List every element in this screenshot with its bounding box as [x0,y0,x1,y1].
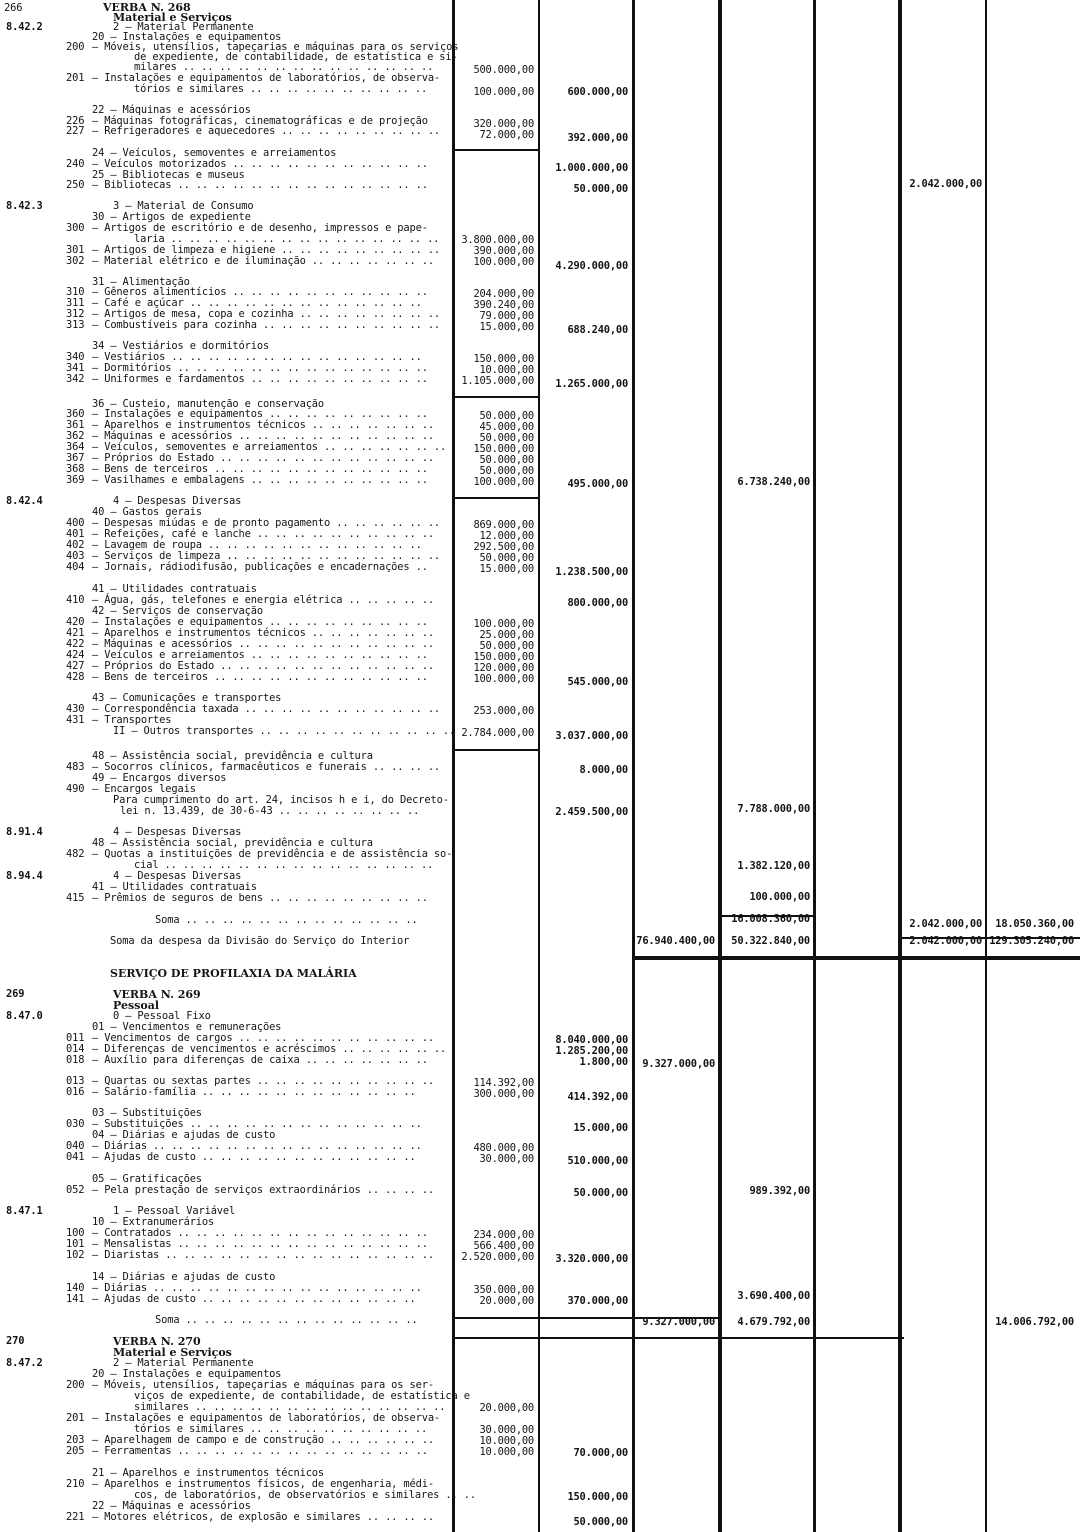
line-text: de expediente, de contabilidade, de estatística e si- [134,51,458,63]
line-text: viços de expediente, de contabilidade, de estatística e [134,1390,470,1402]
line-text: 2 — Material Permanente [113,1357,254,1369]
line-text: — Veículos motorizados .. .. .. .. .. .. .. .. .. .. .. [92,158,428,170]
line-text: — Gêneros alimentícios .. .. .. .. .. .. .. .. .. .. .. [92,286,428,298]
section-heading: VERBA N. 270 [113,1335,201,1348]
line-text: — Diárias .. .. .. .. .. .. .. .. .. .. .. .. .. .. .. [92,1140,422,1152]
line-text: — Transportes [92,714,172,726]
line-text: — Próprios do Estado .. .. .. .. .. .. .. .. .. .. .. .. [92,660,434,672]
amount-value: 390.000,00 [473,245,534,257]
item-code: 427 [66,660,85,672]
amount-value: 3.320.000,00 [555,1253,628,1265]
line-text: 42 — Serviços de conservação [92,605,263,617]
amount-value: 50.000,00 [573,183,628,195]
line-text: — Artigos de mesa, copa e cozinha .. .. .. .. .. .. .. .. [92,308,441,320]
line-text: — Água, gás, telefones e energia elétrica .. .. .. .. .. [92,594,434,606]
item-code: 140 [66,1282,85,1294]
section-heading: Material e Serviços [113,11,232,24]
item-code: 250 [66,179,85,191]
subtotal-rule [454,396,540,398]
amount-value: 7.788.000,00 [737,803,810,815]
item-code: 404 [66,561,85,573]
item-code: 101 [66,1238,85,1250]
line-text: 22 — Máquinas e acessórios [92,104,251,116]
section-heading: SERVIÇO DE PROFILAXIA DA MALÁRIA [110,967,357,980]
line-text: tórios e similares .. .. .. .. .. .. .. .. .. .. [134,83,428,95]
item-code: 367 [66,452,85,464]
line-text: — Uniformes e fardamentos .. .. .. .. .. .. .. .. .. .. [92,373,428,385]
item-code: 016 [66,1086,85,1098]
amount-value: 129.305.240,00 [989,935,1074,947]
item-code: 483 [66,761,85,773]
line-text: lei n. 13.439, de 30-6-43 .. .. .. .. .. .. .. .. [120,805,420,817]
amount-value: 480.000,00 [473,1142,534,1154]
line-text: — Artigos de escritório e de desenho, impressos e pape- [92,222,428,234]
item-code: 100 [66,1227,85,1239]
item-code: 201 [66,1412,85,1424]
item-code: 301 [66,244,85,256]
amount-value: 20.000,00 [479,1295,534,1307]
column-rule [898,0,902,1532]
amount-value: 414.392,00 [567,1091,628,1103]
item-code: 203 [66,1434,85,1446]
amount-value: 45.000,00 [479,421,534,433]
line-text: — Lavagem de roupa .. .. .. .. .. .. .. .. .. .. .. .. [92,539,422,551]
line-text: — Móveis, utensílios, tapeçarias e máquinas para os serviços [92,41,459,53]
line-text: — Veículos, semoventes e arreiamentos .. .. .. .. .. .. .. [92,441,447,453]
line-text: 20 — Instalações e equipamentos [92,31,282,43]
line-text: 49 — Encargos diversos [92,772,227,784]
amount-value: 150.000,00 [567,1491,628,1503]
line-text: — Despesas miúdas e de pronto pagamento .. .. .. .. .. .. [92,517,441,529]
section-heading: VERBA N. 268 [103,1,191,14]
amount-value: 10.000,00 [479,364,534,376]
line-text: — Salário-família .. .. .. .. .. .. .. .. .. .. .. .. [92,1086,416,1098]
line-text: — Encargos legais [92,783,196,795]
line-text: 24 — Veículos, semoventes e arreiamentos [92,147,337,159]
line-text: 20 — Instalações e equipamentos [92,1368,282,1380]
line-text: — Máquinas fotográficas, cinematográficas e de projeção [92,115,428,127]
item-code: 201 [66,72,85,84]
amount-value: 1.285.200,00 [555,1045,628,1057]
amount-value: 10.000,00 [479,1446,534,1458]
amount-value: 16.008.360,00 [731,913,810,925]
amount-value: 600.000,00 [567,86,628,98]
line-text: — Máquinas e acessórios .. .. .. .. .. .. .. .. .. .. .. [92,430,434,442]
line-text: — Quotas a instituições de previdência e de assistência so- [92,848,453,860]
line-text: 30 — Artigos de expediente [92,211,251,223]
item-code: 011 [66,1032,85,1044]
item-code: 240 [66,158,85,170]
section-heading: Pessoal [113,999,160,1012]
amount-value: 566.400,00 [473,1240,534,1252]
line-text: — Dormitórios .. .. .. .. .. .. .. .. .. .. .. .. .. .. [92,362,428,374]
amount-value: 869.000,00 [473,519,534,531]
amount-value: 3.037.000,00 [555,730,628,742]
line-text: 4 — Despesas Diversas [113,870,242,882]
margin-code: 8.47.2 [6,1357,43,1369]
amount-value: 18.050.360,00 [995,918,1074,930]
line-text: — Veículos e arreiamentos .. .. .. .. .. .. .. .. .. .. [92,649,428,661]
page-number: 266 [4,2,23,14]
line-text: — Serviços de limpeza .. .. .. .. .. .. .. .. .. .. .. .. [92,550,441,562]
amount-value: 15.000,00 [479,563,534,575]
line-text: — Aparelhos e instrumentos técnicos .. .. .. .. .. .. .. [92,419,434,431]
amount-value: 350.000,00 [473,1284,534,1296]
line-text: — Pela prestação de serviços extraordinários .. .. .. .. [92,1184,434,1196]
line-text: — Vencimentos de cargos .. .. .. .. .. .. .. .. .. .. .. [92,1032,434,1044]
line-text: — Instalações e equipamentos de laboratórios, de observa- [92,1412,441,1424]
item-code: 300 [66,222,85,234]
line-text: — Quartas ou sextas partes .. .. .. .. .. .. .. .. .. .. [92,1075,434,1087]
line-text: — Correspondência taxada .. .. .. .. .. .. .. .. .. .. .. [92,703,441,715]
line-text: milares .. .. .. .. .. .. .. .. .. .. .. .. .. .. [134,61,434,73]
item-code: 227 [66,125,85,137]
line-text: 48 — Assistência social, previdência e cultura [92,750,373,762]
amount-value: 50.000,00 [479,552,534,564]
amount-value: 989.392,00 [749,1185,810,1197]
amount-value: 50.322.840,00 [731,935,810,947]
line-text: — Diferenças de vencimentos e acréscimos .. .. .. .. .. .. [92,1043,447,1055]
amount-value: 1.800,00 [579,1056,628,1068]
line-text: II — Outros transportes .. .. .. .. .. .. .. .. .. .. .. [113,725,455,737]
line-text: 10 — Extranumerários [92,1216,215,1228]
amount-value: 9.327.000,00 [642,1316,715,1328]
line-text: 14 — Diárias e ajudas de custo [92,1271,276,1283]
amount-value: 150.000,00 [473,443,534,455]
line-text: — Diárias .. .. .. .. .. .. .. .. .. .. .. .. .. .. .. [92,1282,422,1294]
item-code: 312 [66,308,85,320]
item-code: 302 [66,255,85,267]
line-text: 40 — Gastos gerais [92,506,202,518]
amount-value: 20.000,00 [479,1402,534,1414]
item-code: 313 [66,319,85,331]
line-text: — Refeições, café e lanche .. .. .. .. .. .. .. .. .. .. [92,528,434,540]
amount-value: 392.000,00 [567,132,628,144]
item-code: 482 [66,848,85,860]
item-code: 210 [66,1478,85,1490]
item-code: 431 [66,714,85,726]
line-text: cos, de laboratórios, de observatórios e similares .. .. [134,1489,476,1501]
line-text: — Aparelhos e instrumentos técnicos .. .. .. .. .. .. .. [92,627,434,639]
column-rule [813,0,816,1532]
line-text: — Diaristas .. .. .. .. .. .. .. .. .. .. .. .. .. .. .. [92,1249,434,1261]
line-text: — Bibliotecas .. .. .. .. .. .. .. .. .. .. .. .. .. .. [92,179,428,191]
item-code: 013 [66,1075,85,1087]
line-text: — Artigos de limpeza e higiene .. .. .. .. .. .. .. .. .. [92,244,441,256]
line-text: — Ajudas de custo .. .. .. .. .. .. .. .. .. .. .. .. [92,1151,416,1163]
amount-value: 4.290.000,00 [555,260,628,272]
amount-value: 2.042.000,00 [909,935,982,947]
amount-value: 100.000,00 [749,891,810,903]
line-text: 41 — Utilidades contratuais [92,881,257,893]
item-code: 205 [66,1445,85,1457]
line-text: — Próprios do Estado .. .. .. .. .. .. .. .. .. .. .. .. [92,452,434,464]
amount-value: 15.000,00 [479,321,534,333]
item-code: 421 [66,627,85,639]
item-code: 369 [66,474,85,486]
line-text: — Vestiários .. .. .. .. .. .. .. .. .. .. .. .. .. .. [92,351,422,363]
line-text: 04 — Diárias e ajudas de custo [92,1129,276,1141]
amount-value: 688.240,00 [567,324,628,336]
item-code: 422 [66,638,85,650]
item-code: 052 [66,1184,85,1196]
line-text: — Socorros clínicos, farmacêuticos e funerais .. .. .. .. [92,761,441,773]
line-text: — Café e açúcar .. .. .. .. .. .. .. .. .. .. .. .. .. [92,297,422,309]
amount-value: 100.000,00 [473,256,534,268]
amount-value: 2.042.000,00 [909,178,982,190]
amount-value: 1.382.120,00 [737,860,810,872]
column-rule [718,0,722,1532]
amount-value: 100.000,00 [473,86,534,98]
item-code: 428 [66,671,85,683]
subtotal-rule [454,149,540,151]
amount-value: 50.000,00 [479,454,534,466]
line-text: — Auxílio para diferenças de caixa .. .. .. .. .. .. .. [92,1054,428,1066]
line-text: 36 — Custeio, manutenção e conservação [92,398,325,410]
section-heading: Material e Serviços [113,1346,232,1359]
margin-code: 8.42.2 [6,21,43,33]
subtotal-rule [454,749,540,751]
line-text: — Aparelhagem de campo e de construção .. .. .. .. .. .. [92,1434,434,1446]
column-rule [632,0,635,1532]
item-code: 311 [66,297,85,309]
item-code: 226 [66,115,85,127]
item-code: 424 [66,649,85,661]
margin-code: 8.94.4 [6,870,43,882]
margin-code: 8.42.3 [6,200,43,212]
item-code: 364 [66,441,85,453]
amount-value: 2.520.000,00 [461,1251,534,1263]
item-code: 361 [66,419,85,431]
amount-value: 100.000,00 [473,673,534,685]
amount-value: 253.000,00 [473,705,534,717]
subtotal-rule [454,497,540,499]
item-code: 402 [66,539,85,551]
margin-code: 270 [6,1335,25,1347]
line-text: 01 — Vencimentos e remunerações [92,1021,282,1033]
line-text: tórios e similares .. .. .. .. .. .. .. .. .. .. [134,1423,428,1435]
item-code: 401 [66,528,85,540]
amount-value: 204.000,00 [473,288,534,300]
line-text: — Motores elétricos, de explosão e similares .. .. .. .. [92,1511,434,1523]
line-text: — Máquinas e acessórios .. .. .. .. .. .. .. .. .. .. .. [92,638,434,650]
line-text: Soma .. .. .. .. .. .. .. .. .. .. .. .. .. [155,914,418,926]
amount-value: 2.459.500,00 [555,806,628,818]
amount-value: 292.500,00 [473,541,534,553]
amount-value: 50.000,00 [479,465,534,477]
line-text: — Refrigeradores e aquecedores .. .. .. .. .. .. .. .. .. [92,125,441,137]
margin-code: 8.47.1 [6,1205,43,1217]
line-text: Soma .. .. .. .. .. .. .. .. .. .. .. .. .. [155,1314,418,1326]
item-code: 490 [66,783,85,795]
line-text: — Vasilhames e embalagens .. .. .. .. .. .. .. .. .. .. [92,474,428,486]
line-text: — Substituições .. .. .. .. .. .. .. .. .. .. .. .. .. [92,1118,422,1130]
total-rule [634,956,1080,960]
item-code: 141 [66,1293,85,1305]
line-text: 31 — Alimentação [92,276,190,288]
amount-value: 2.784.000,00 [461,727,534,739]
line-text: 3 — Material de Consumo [113,200,254,212]
line-text: — Bens de terceiros .. .. .. .. .. .. .. .. .. .. .. .. [92,671,428,683]
item-code: 403 [66,550,85,562]
amount-value: 495.000,00 [567,478,628,490]
amount-value: 10.000,00 [479,1435,534,1447]
item-code: 430 [66,703,85,715]
amount-value: 545.000,00 [567,676,628,688]
amount-value: 1.238.500,00 [555,566,628,578]
line-text: 25 — Bibliotecas e museus [92,169,245,181]
item-code: 415 [66,892,85,904]
line-text: — Jornais, rádiodifusão, publicações e encadernações .. [92,561,428,573]
line-text: — Mensalistas .. .. .. .. .. .. .. .. .. .. .. .. .. .. [92,1238,428,1250]
line-text: — Instalações e equipamentos .. .. .. .. .. .. .. .. .. [92,408,428,420]
margin-code: 8.42.4 [6,495,43,507]
amount-value: 3.800.000,00 [461,234,534,246]
line-text: 4 — Despesas Diversas [113,495,242,507]
line-text: — Ajudas de custo .. .. .. .. .. .. .. .. .. .. .. .. [92,1293,416,1305]
item-code: 030 [66,1118,85,1130]
item-code: 102 [66,1249,85,1261]
amount-value: 25.000,00 [479,629,534,641]
amount-value: 234.000,00 [473,1229,534,1241]
item-code: 310 [66,286,85,298]
item-code: 341 [66,362,85,374]
line-text: 2 — Material Permanente [113,21,254,33]
amount-value: 4.679.792,00 [737,1316,810,1328]
amount-value: 70.000,00 [573,1447,628,1459]
margin-code: 269 [6,988,25,1000]
item-code: 360 [66,408,85,420]
line-text: — Aparelhos e instrumentos físicos, de engenharia, médi- [92,1478,434,1490]
item-code: 368 [66,463,85,475]
line-text: similares .. .. .. .. .. .. .. .. .. .. .. .. .. .. [134,1401,446,1413]
amount-value: 510.000,00 [567,1155,628,1167]
section-heading: VERBA N. 269 [113,988,201,1001]
amount-value: 8.000,00 [579,764,628,776]
amount-value: 150.000,00 [473,353,534,365]
line-text: — Ferramentas .. .. .. .. .. .. .. .. .. .. .. .. .. .. [92,1445,428,1457]
line-text: — Bens de terceiros .. .. .. .. .. .. .. .. .. .. .. .. [92,463,428,475]
amount-value: 14.006.792,00 [995,1316,1074,1328]
line-text: — Material elétrico e de iluminação .. .. .. .. .. .. .. [92,255,434,267]
amount-value: 76.940.400,00 [636,935,715,947]
line-text: 48 — Assistência social, previdência e cultura [92,837,373,849]
amount-value: 1.105.000,00 [461,375,534,387]
amount-value: 500.000,00 [473,64,534,76]
item-code: 041 [66,1151,85,1163]
item-code: 200 [66,41,85,53]
line-text: — Prêmios de seguros de bens .. .. .. .. .. .. .. .. .. [92,892,428,904]
line-text: — Móveis, utensílios, tapeçarias e máquinas para os ser- [92,1379,434,1391]
line-text: — Combustíveis para cozinha .. .. .. .. .. .. .. .. .. .. [92,319,441,331]
item-code: 400 [66,517,85,529]
amount-value: 50.000,00 [479,640,534,652]
amount-value: 15.000,00 [573,1122,628,1134]
line-text: Soma da despesa da Divisão do Serviço do Interior [110,935,410,947]
item-code: 410 [66,594,85,606]
item-code: 018 [66,1054,85,1066]
amount-value: 800.000,00 [567,597,628,609]
amount-value: 50.000,00 [479,432,534,444]
line-text: 43 — Comunicações e transportes [92,692,282,704]
amount-value: 390.240,00 [473,299,534,311]
amount-value: 30.000,00 [479,1424,534,1436]
line-text: 0 — Pessoal Fixo [113,1010,211,1022]
column-rule [985,0,987,1532]
line-text: 34 — Vestiários e dormitórios [92,340,270,352]
amount-value: 1.000.000,00 [555,162,628,174]
line-text: — Contratados .. .. .. .. .. .. .. .. .. .. .. .. .. .. [92,1227,428,1239]
line-text: cial .. .. .. .. .. .. .. .. .. .. .. .. .. .. .. [134,859,434,871]
amount-value: 79.000,00 [479,310,534,322]
amount-value: 50.000,00 [573,1187,628,1199]
line-text: laria .. .. .. .. .. .. .. .. .. .. .. .. .. .. .. [134,233,440,245]
amount-value: 8.040.000,00 [555,1034,628,1046]
line-text: 22 — Máquinas e acessórios [92,1500,251,1512]
item-code: 040 [66,1140,85,1152]
line-text: 03 — Substituições [92,1107,202,1119]
item-code: 362 [66,430,85,442]
item-code: 342 [66,373,85,385]
amount-value: 370.000,00 [567,1295,628,1307]
line-text: 4 — Despesas Diversas [113,826,242,838]
line-text: 1 — Pessoal Variável [113,1205,236,1217]
amount-value: 114.392,00 [473,1077,534,1089]
amount-value: 300.000,00 [473,1088,534,1100]
amount-value: 2.042.000,00 [909,918,982,930]
amount-value: 100.000,00 [473,476,534,488]
amount-value: 9.327.000,00 [642,1058,715,1070]
item-code: 221 [66,1511,85,1523]
amount-value: 50.000,00 [479,410,534,422]
amount-value: 12.000,00 [479,530,534,542]
amount-value: 72.000,00 [479,129,534,141]
subtotal-rule [454,1337,904,1339]
amount-value: 30.000,00 [479,1153,534,1165]
amount-value: 320.000,00 [473,118,534,130]
line-text: 41 — Utilidades contratuais [92,583,257,595]
amount-value: 100.000,00 [473,618,534,630]
line-text: Para cumprimento do art. 24, incisos h e i, do Decreto- [113,794,449,806]
amount-value: 6.738.240,00 [737,476,810,488]
item-code: 340 [66,351,85,363]
margin-code: 8.47.0 [6,1010,43,1022]
line-text: 21 — Aparelhos e instrumentos técnicos [92,1467,325,1479]
line-text: — Instalações e equipamentos de laboratórios, de observa- [92,72,441,84]
line-text: — Instalações e equipamentos .. .. .. .. .. .. .. .. .. [92,616,428,628]
item-code: 200 [66,1379,85,1391]
amount-value: 1.265.000,00 [555,378,628,390]
amount-value: 150.000,00 [473,651,534,663]
item-code: 420 [66,616,85,628]
item-code: 014 [66,1043,85,1055]
line-text: 05 — Gratificações [92,1173,202,1185]
margin-code: 8.91.4 [6,826,43,838]
amount-value: 50.000,00 [573,1516,628,1528]
amount-value: 120.000,00 [473,662,534,674]
amount-value: 3.690.400,00 [737,1290,810,1302]
